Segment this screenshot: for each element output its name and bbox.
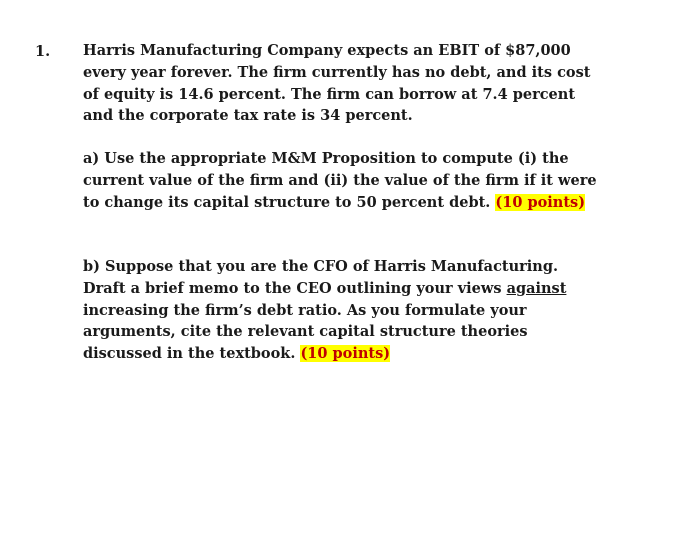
part-b-line-text: discussed in the textbook. [83,345,301,363]
part-b [83,256,643,365]
part-a-points-badge: (10 points) [495,193,586,211]
part-a-line: current value of the firm and (ii) the value of the firm if it were [83,171,597,189]
part-b-line-text: Draft a brief memo to the CEO outlining your views [83,279,507,297]
intro-line: every year forever. The firm currently has no debt, and its cost [83,63,591,81]
part-b-line: b) Suppose that you are the CFO of Harris Manufacturing. [83,258,559,275]
part-a [83,148,643,213]
part-a-line: a) Use the appropriate M&M Proposition to compute (i) the [83,150,569,167]
intro-line: of equity is 14.6 percent. The firm can borrow at 7.4 percent [83,85,576,103]
part-b-line [83,278,643,300]
part-a-line-last [83,192,643,214]
part-b-line-last [83,343,643,365]
part-b-line: increasing the firm’s debt ratio. As you formulate your [83,301,527,319]
part-b-points-badge: (10 points) [300,345,391,363]
part-b-line: arguments, cite the relevant capital structure theories [83,323,528,341]
part-a-line-text: to change its capital structure to 50 percent debt. [83,193,496,211]
question-intro [83,40,643,127]
intro-line: and the corporate tax rate is 34 percent. [83,107,413,125]
intro-line: Harris Manufacturing Company expects an EBIT of $87,000 [83,42,571,59]
question-number: 1. [35,43,51,60]
underlined-word: against [506,279,567,297]
